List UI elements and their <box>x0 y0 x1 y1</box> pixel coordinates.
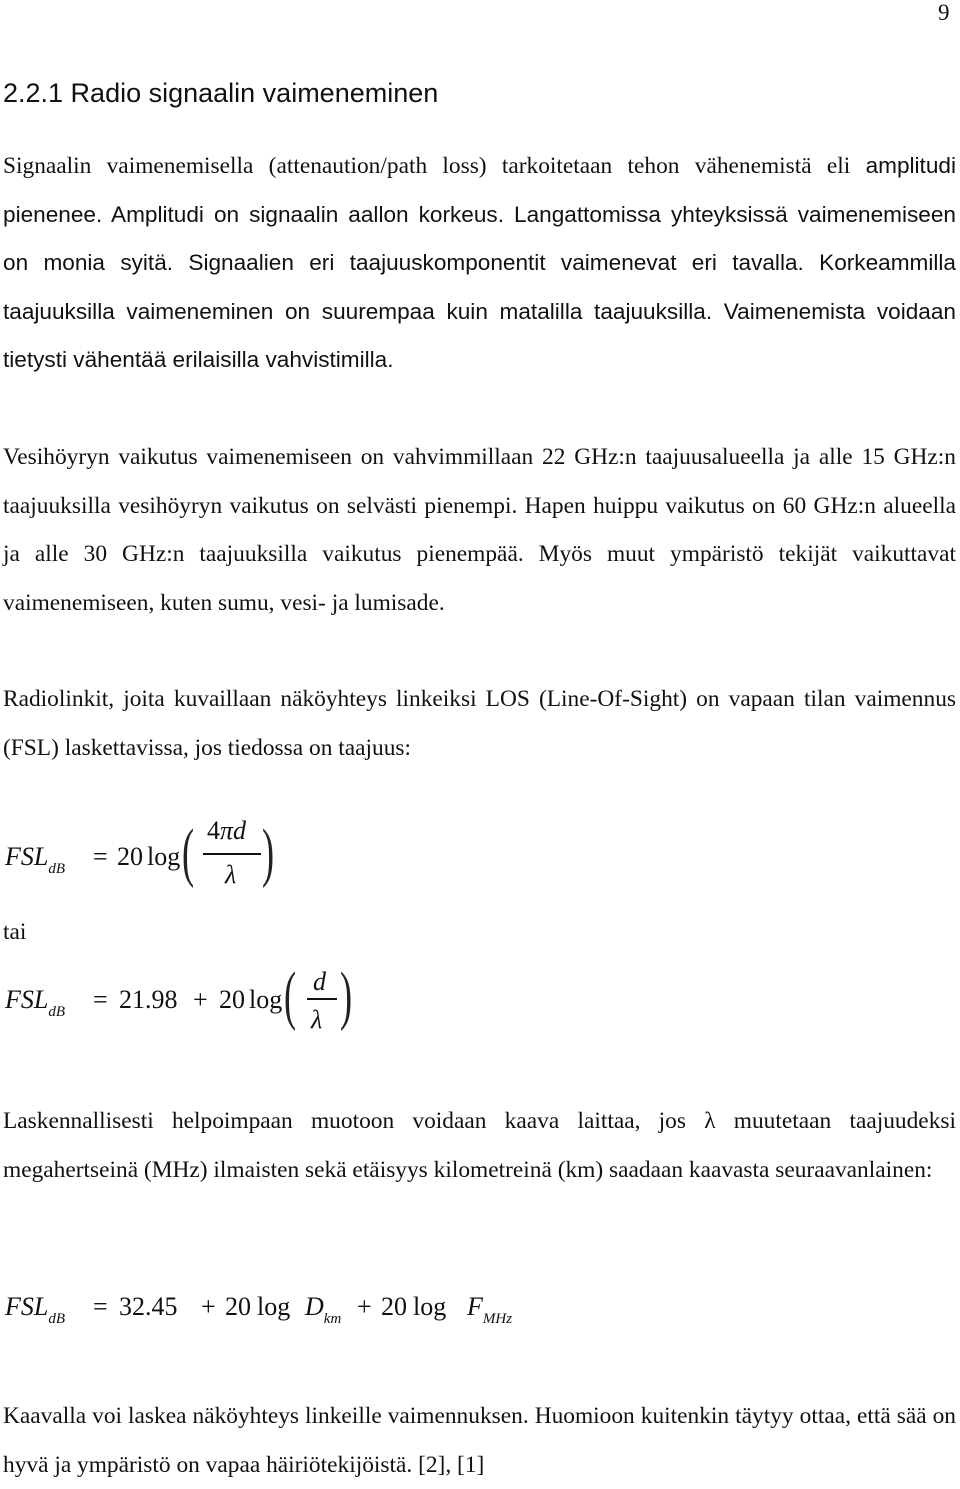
paragraph-attenuation-body: amplitudi pienenee. Amplitudi on signaalin aallon korkeus. Langattomissa yhteyksissä vaimenemiseen on monia syitä. Signaalien eri taajuuskomponentit vaimenevat eri tavalla. Korkeammilla taajuuksilla vaimeneminen on suurempaa kuin matalilla taajuuksilla. Vaimenemista voidaan tietysti vähentää erilaisilla vahvistimilla. <box>3 153 956 373</box>
formula-3-eq: = <box>93 1292 108 1321</box>
section-heading: 2.2.1 Radio signaalin vaimeneminen <box>3 78 439 108</box>
formula-3-plus-1: + <box>201 1292 216 1321</box>
formula-3-log-1: log <box>257 1292 291 1321</box>
formula-2-left-paren: ( <box>283 959 297 1032</box>
formula-2-fraction-bar <box>307 998 337 1000</box>
formula-3-lhs: FSL <box>5 1292 49 1321</box>
formula-fsl-constant <box>5 955 365 1045</box>
formula-2-coef: 20 <box>219 985 245 1014</box>
formula-2-num: d <box>313 967 326 996</box>
formula-1-coef: 20 <box>117 842 143 871</box>
page-number: 9 <box>938 0 950 25</box>
formula-1-lhs: FSL <box>5 842 49 871</box>
formula-1-fraction-bar <box>203 853 261 855</box>
formula-1-log: log <box>147 842 181 871</box>
paragraph-conclusion: Kaavalla voi laskea näköyhteys linkeille vaimennuksen. Huomioon kuitenkin täytyy ottaa, että sää on hyvä ja ympäristö on vapaa häiriötekijöistä. [2], [1] <box>3 1403 956 1478</box>
paragraph-attenuation <box>3 142 956 385</box>
formula-2-const: 21.98 <box>119 985 178 1014</box>
formula-3-const: 32.45 <box>119 1292 178 1321</box>
formula-2-lhs-sub: dB <box>48 1004 66 1020</box>
formula-2-right-paren: ) <box>339 959 353 1032</box>
formula-3-var-2: F <box>467 1292 483 1321</box>
formula-3-lhs-sub: dB <box>48 1311 66 1327</box>
paragraph-attenuation-lead: Signaalin vaimenemisella (attenaution/path loss) tarkoitetaan tehon vähenemistä eli <box>3 153 851 179</box>
formula-1-num-var: d <box>233 816 247 845</box>
paragraph-water-vapour: Vesihöyryn vaikutus vaimenemiseen on vahvimmillaan 22 GHz:n taajuusalueella ja alle 15 GHz:n taajuuksilla vesihöyryn vaikutus on selvästi pienempi. Hapen huippu vaikutus on 60 GHz:n alueella ja alle 30 GHz:n taajuuksilla vaikutus pienempää. Myös muut ympäristö tekijät vaikuttavat vaimenemiseen, kuten sumu, vesi- ja lumisade. <box>3 444 956 616</box>
formula-3-sub-2: MHz <box>482 1311 513 1327</box>
formula-fsl-practical <box>5 1292 565 1342</box>
formula-1-den: λ <box>225 860 237 889</box>
formula-2-plus: + <box>193 985 208 1014</box>
connector-tai: tai <box>3 919 27 945</box>
formula-1-eq: = <box>93 842 108 871</box>
paragraph-simplify: Laskennallisesti helpoimpaan muotoon voidaan kaava laittaa, jos λ muutetaan taajuudeksi megahertseinä (MHz) ilmaisten sekä etäisyys kilometreinä (km) saadaan kaavasta seuraavanlainen: <box>3 1108 956 1183</box>
formula-3-plus-2: + <box>357 1292 372 1321</box>
formula-2-log: log <box>249 985 283 1014</box>
formula-2-eq: = <box>93 985 108 1014</box>
formula-3-coef-2: 20 <box>381 1292 407 1321</box>
formula-2-den: λ <box>311 1005 323 1034</box>
formula-3-coef-1: 20 <box>225 1292 251 1321</box>
paragraph-los: Radiolinkit, joita kuvaillaan näköyhteys linkeiksi LOS (Line-Of-Sight) on vapaan tilan vaimennus (FSL) laskettavissa, jos tiedossa on taajuus: <box>3 686 956 761</box>
formula-3-var-1: D <box>305 1292 324 1321</box>
formula-1-num-coef: 4 <box>207 816 220 845</box>
formula-3-log-2: log <box>413 1292 447 1321</box>
formula-3-sub-1: km <box>323 1311 342 1327</box>
formula-1-num-pi: π <box>220 816 234 845</box>
formula-1-right-paren: ) <box>261 816 275 889</box>
formula-1-lhs-sub: dB <box>48 861 66 877</box>
formula-fsl-wavelength <box>5 812 305 902</box>
formula-1-left-paren: ( <box>181 816 195 889</box>
formula-2-lhs: FSL <box>5 985 49 1014</box>
